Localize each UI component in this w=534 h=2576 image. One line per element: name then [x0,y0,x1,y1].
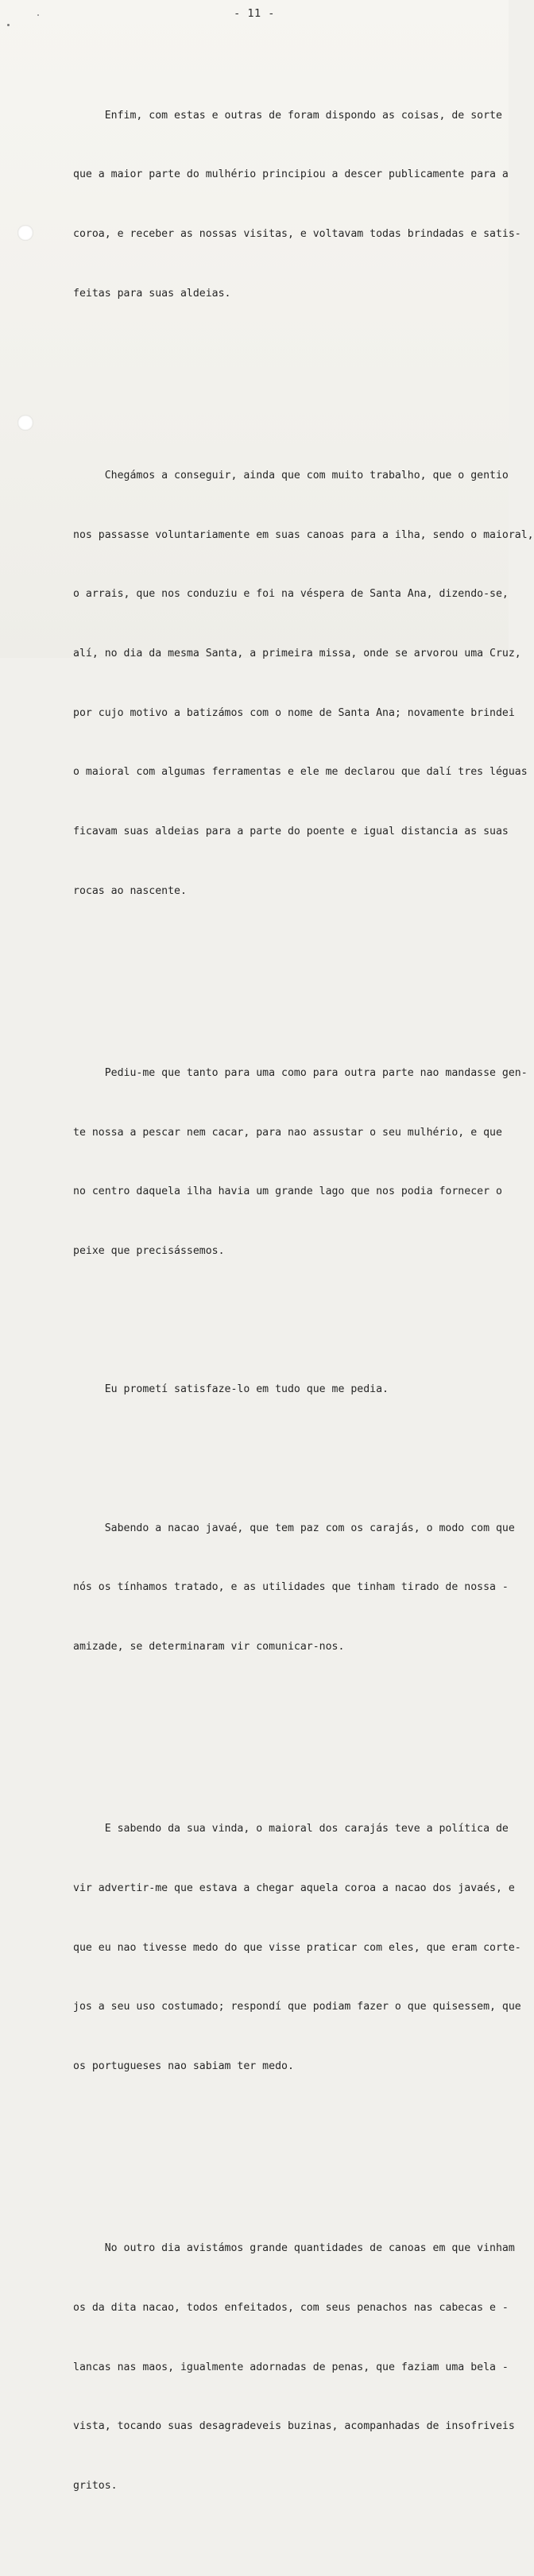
text-line: por cujo motivo a batizámos com o nome de Santa Ana; novamente brindei [73,706,515,719]
text-line: que eu nao tivesse medo do que visse praticar com eles, que eram corte- [73,1941,521,1954]
text-line: nos passasse voluntariamente em suas canoas para a ilha, sendo o maioral, [73,528,534,541]
paragraph [73,2199,515,2535]
text-line: o maioral com algumas ferramentas e ele me declarou que dalí tres léguas [73,766,528,779]
paragraph [73,427,534,941]
paragraph [73,1479,515,1697]
text-line: Pediu-me que tanto para uma como para outra parte nao mandasse gen- [73,1066,528,1079]
paragraph [73,1780,521,2116]
text-line: jos a seu uso costumado; respondí que podiam fazer o que quisessem, que [73,2001,521,2013]
text-line: te nossa a pescar nem cacar, para nao assustar o seu mulhério, e que [73,1126,502,1139]
text-line: que a maior parte do mulhério principiou a descer publicamente para a [73,168,509,181]
text-line: No outro dia avistámos grande quantidades de canoas em que vinham [73,2242,515,2255]
paragraph [73,67,521,344]
punch-hole [17,415,33,431]
text-line: Chegámos a conseguir, ainda que com muito trabalho, que o gentio [73,469,509,482]
text-line: Sabendo a nacao javaé, que tem paz com os carajás, o modo com que [73,1522,515,1534]
ink-speck [7,24,10,26]
text-line: alí, no dia da mesma Santa, a primeira missa, onde se arvorou uma Cruz, [73,647,521,659]
text-line: feitas para suas aldeias. [73,287,231,300]
text-line: vir advertir-me que estava a chegar aquela coroa a nacao dos javaés, e [73,1882,515,1894]
text-line: coroa, e receber as nossas visitas, e voltavam todas brindadas e satis- [73,228,521,241]
text-line: E sabendo da sua vinda, o maioral dos carajás teve a política de [73,1823,509,1835]
text-line: rocas ao nascente. [73,884,187,897]
text-line: amizade, se determinaram vir comunicar-nos. [73,1641,345,1654]
text-line: os da dita nacao, todos enfeitados, com seus penachos nas cabecas e - [73,2301,509,2314]
paragraph [73,1341,488,1441]
text-line: Eu prometí satisfaze-lo em tudo que me pedia. [73,1383,389,1396]
text-line: os portugueses nao sabiam ter medo. [73,2060,294,2073]
punch-hole [17,225,33,241]
body-text [73,27,534,2576]
text-line: peixe que precisássemos. [73,1245,225,1258]
text-line: nós os tínhamos tratado, e as utilidades que tinham tirado de nossa - [73,1581,509,1594]
page-number: - 11 - [234,7,275,20]
text-line: no centro daquela ilha havia um grande lago que nos podia fornecer o [73,1186,502,1198]
text-line: lancas nas maos, igualmente adornadas de penas, que faziam uma bela - [73,2361,509,2373]
text-line: vista, tocando suas desagradeveis buzinas, acompanhadas de insofriveis [73,2420,515,2433]
text-line: ficavam suas aldeias para a parte do poente e igual distancia as suas [73,826,509,838]
text-line: Enfim, com estas e outras de foram dispondo as coisas, de sorte [73,109,502,122]
text-line: o arrais, que nos conduziu e foi na véspera de Santa Ana, dizendo-se, [73,588,509,601]
paragraph [73,1024,528,1302]
text-line: gritos. [73,2480,118,2493]
